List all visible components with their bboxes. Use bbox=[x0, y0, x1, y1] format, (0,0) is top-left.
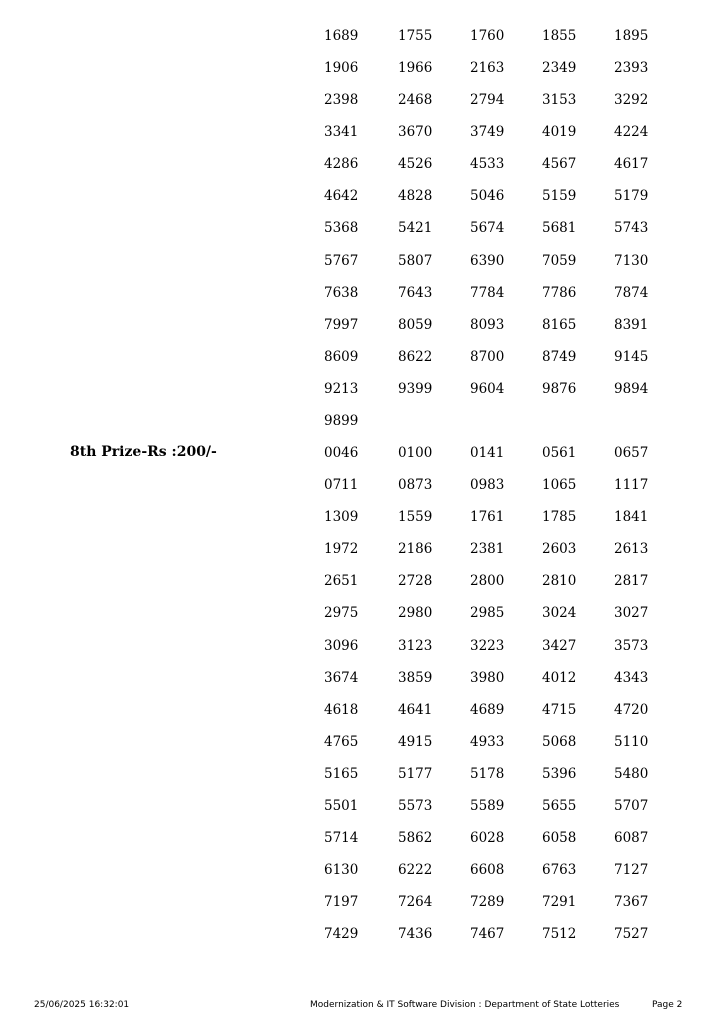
table-row bbox=[0, 439, 724, 471]
ticket-number: 0873 bbox=[398, 477, 433, 494]
ticket-number: 4720 bbox=[614, 701, 649, 718]
table-row bbox=[0, 471, 724, 503]
ticket-number: 8609 bbox=[324, 348, 359, 365]
ticket-number: 4642 bbox=[324, 188, 359, 205]
ticket-number: 6058 bbox=[542, 830, 577, 846]
ticket-number: 6390 bbox=[470, 252, 505, 269]
ticket-number: 8700 bbox=[470, 348, 505, 365]
ticket-number: 7527 bbox=[614, 926, 649, 943]
ticket-number: 0561 bbox=[542, 445, 577, 462]
ticket-number: 4019 bbox=[542, 124, 577, 141]
ticket-number: 2810 bbox=[542, 573, 577, 590]
footer-timestamp: 25/06/2025 16:32:01 bbox=[34, 1000, 130, 1010]
ticket-number: 3674 bbox=[324, 669, 359, 686]
ticket-number: 1895 bbox=[614, 28, 649, 44]
ticket-number: 7784 bbox=[470, 284, 505, 301]
ticket-number: 5178 bbox=[470, 765, 505, 782]
footer-page-number: Page 2 bbox=[652, 1000, 683, 1010]
ticket-number: 8165 bbox=[542, 316, 577, 333]
ticket-number: 6028 bbox=[470, 830, 505, 846]
ticket-number: 1065 bbox=[542, 477, 577, 494]
ticket-number: 1117 bbox=[614, 477, 649, 494]
ticket-number: 3096 bbox=[324, 637, 359, 654]
ticket-number: 1972 bbox=[324, 541, 359, 558]
ticket-number: 9899 bbox=[324, 412, 359, 429]
ticket-number: 4343 bbox=[614, 669, 649, 686]
ticket-number: 7127 bbox=[614, 862, 649, 879]
ticket-number: 9213 bbox=[324, 380, 359, 397]
ticket-number: 2381 bbox=[470, 541, 505, 558]
ticket-number: 9876 bbox=[542, 380, 577, 397]
ticket-number: 7467 bbox=[470, 926, 505, 943]
ticket-number: 2163 bbox=[470, 60, 505, 77]
table-row bbox=[0, 856, 724, 888]
ticket-number: 6763 bbox=[542, 862, 577, 879]
ticket-number: 2794 bbox=[470, 92, 505, 109]
table-row bbox=[0, 599, 724, 631]
ticket-number: 7436 bbox=[398, 926, 433, 943]
ticket-number: 5480 bbox=[614, 765, 649, 782]
table-row bbox=[0, 535, 724, 567]
ticket-number: 0983 bbox=[470, 477, 505, 494]
ticket-number: 6222 bbox=[398, 862, 433, 879]
ticket-number: 2980 bbox=[398, 605, 433, 622]
ticket-number: 3427 bbox=[542, 637, 577, 654]
ticket-number: 8059 bbox=[398, 316, 433, 333]
ticket-number: 3859 bbox=[398, 669, 433, 686]
ticket-number: 3024 bbox=[542, 605, 577, 622]
ticket-number: 1689 bbox=[324, 28, 359, 44]
table-row bbox=[0, 118, 724, 150]
ticket-number: 7197 bbox=[324, 894, 359, 911]
ticket-number: 5807 bbox=[398, 252, 433, 269]
ticket-number: 2985 bbox=[470, 605, 505, 622]
table-row bbox=[0, 214, 724, 246]
ticket-number: 7874 bbox=[614, 284, 649, 301]
ticket-number: 9399 bbox=[398, 380, 433, 397]
ticket-number: 3573 bbox=[614, 637, 649, 654]
ticket-number: 4224 bbox=[614, 124, 649, 141]
ticket-number: 5681 bbox=[542, 220, 577, 237]
ticket-number: 2975 bbox=[324, 605, 359, 622]
ticket-number: 3223 bbox=[470, 637, 505, 654]
ticket-number: 2651 bbox=[324, 573, 359, 590]
ticket-number: 4567 bbox=[542, 156, 577, 173]
ticket-number: 5501 bbox=[324, 797, 359, 814]
ticket-number: 5589 bbox=[470, 797, 505, 814]
ticket-number: 9894 bbox=[614, 380, 649, 397]
ticket-number: 2393 bbox=[614, 60, 649, 77]
ticket-number: 3980 bbox=[470, 669, 505, 686]
ticket-number: 5714 bbox=[324, 830, 359, 846]
table-row bbox=[0, 728, 724, 760]
ticket-number: 1855 bbox=[542, 28, 577, 44]
ticket-number: 1760 bbox=[470, 28, 505, 44]
ticket-number: 8749 bbox=[542, 348, 577, 365]
ticket-number: 5368 bbox=[324, 220, 359, 237]
table-row bbox=[0, 54, 724, 86]
ticket-number: 1906 bbox=[324, 60, 359, 77]
table-row bbox=[0, 86, 724, 118]
ticket-number: 7059 bbox=[542, 252, 577, 269]
ticket-number: 5177 bbox=[398, 765, 433, 782]
ticket-number: 1966 bbox=[398, 60, 433, 77]
table-row bbox=[0, 567, 724, 599]
ticket-number: 1309 bbox=[324, 509, 359, 526]
ticket-number: 2613 bbox=[614, 541, 649, 558]
table-row bbox=[0, 888, 724, 920]
ticket-number: 5046 bbox=[470, 188, 505, 205]
table-row bbox=[0, 407, 724, 439]
ticket-number: 8391 bbox=[614, 316, 649, 333]
ticket-number: 5573 bbox=[398, 797, 433, 814]
table-row bbox=[0, 343, 724, 375]
ticket-number: 5767 bbox=[324, 252, 359, 269]
ticket-number: 4617 bbox=[614, 156, 649, 173]
table-row bbox=[0, 279, 724, 311]
ticket-number: 4618 bbox=[324, 701, 359, 718]
ticket-number: 3153 bbox=[542, 92, 577, 109]
ticket-number: 4012 bbox=[542, 669, 577, 686]
table-row bbox=[0, 760, 724, 792]
table-row bbox=[0, 22, 724, 54]
ticket-number: 4915 bbox=[398, 733, 433, 750]
ticket-number: 0100 bbox=[398, 445, 433, 462]
ticket-number: 7130 bbox=[614, 252, 649, 269]
ticket-number: 5068 bbox=[542, 733, 577, 750]
ticket-number: 1761 bbox=[470, 509, 505, 526]
ticket-number: 5743 bbox=[614, 220, 649, 237]
ticket-number: 2800 bbox=[470, 573, 505, 590]
ticket-number: 4689 bbox=[470, 701, 505, 718]
ticket-number: 5179 bbox=[614, 188, 649, 205]
ticket-number: 1755 bbox=[398, 28, 433, 44]
ticket-number: 3341 bbox=[324, 124, 359, 141]
ticket-number: 2186 bbox=[398, 541, 433, 558]
ticket-number: 6130 bbox=[324, 862, 359, 879]
ticket-number: 7291 bbox=[542, 894, 577, 911]
page-footer bbox=[0, 1000, 724, 1014]
ticket-number: 8622 bbox=[398, 348, 433, 365]
ticket-number: 0141 bbox=[470, 445, 505, 462]
ticket-number: 1841 bbox=[614, 509, 649, 526]
ticket-number: 2349 bbox=[542, 60, 577, 77]
table-row bbox=[0, 920, 724, 952]
table-row bbox=[0, 792, 724, 824]
table-row bbox=[0, 503, 724, 535]
table-row bbox=[0, 311, 724, 343]
ticket-number: 6608 bbox=[470, 862, 505, 879]
table-row bbox=[0, 664, 724, 696]
prize-label: 8th Prize-Rs :200/- bbox=[70, 444, 217, 461]
table-row bbox=[0, 150, 724, 182]
table-row bbox=[0, 247, 724, 279]
ticket-number: 0657 bbox=[614, 445, 649, 462]
ticket-number: 3670 bbox=[398, 124, 433, 141]
ticket-number: 4765 bbox=[324, 733, 359, 750]
ticket-number: 0711 bbox=[324, 477, 359, 494]
ticket-number: 2468 bbox=[398, 92, 433, 109]
ticket-number: 1785 bbox=[542, 509, 577, 526]
ticket-number: 7997 bbox=[324, 316, 359, 333]
ticket-number: 2817 bbox=[614, 573, 649, 590]
table-row bbox=[0, 696, 724, 728]
ticket-number: 5396 bbox=[542, 765, 577, 782]
ticket-number: 5110 bbox=[614, 733, 649, 750]
ticket-number: 4828 bbox=[398, 188, 433, 205]
ticket-number: 4933 bbox=[470, 733, 505, 750]
table-row bbox=[0, 824, 724, 856]
ticket-number: 7638 bbox=[324, 284, 359, 301]
ticket-number: 5655 bbox=[542, 797, 577, 814]
table-row bbox=[0, 375, 724, 407]
ticket-number: 2728 bbox=[398, 573, 433, 590]
ticket-number: 4526 bbox=[398, 156, 433, 173]
ticket-number: 5707 bbox=[614, 797, 649, 814]
ticket-number: 0046 bbox=[324, 445, 359, 462]
ticket-number: 4641 bbox=[398, 701, 433, 718]
ticket-number: 5862 bbox=[398, 830, 433, 846]
ticket-number: 5421 bbox=[398, 220, 433, 237]
footer-department: Modernization & IT Software Division : Department of State Lotteries bbox=[310, 1000, 620, 1010]
ticket-number: 7429 bbox=[324, 926, 359, 943]
ticket-number: 5165 bbox=[324, 765, 359, 782]
ticket-number: 9604 bbox=[470, 380, 505, 397]
ticket-number: 5674 bbox=[470, 220, 505, 237]
ticket-number: 8093 bbox=[470, 316, 505, 333]
ticket-number: 7643 bbox=[398, 284, 433, 301]
ticket-number: 6087 bbox=[614, 830, 649, 846]
ticket-number: 4533 bbox=[470, 156, 505, 173]
ticket-number: 5159 bbox=[542, 188, 577, 205]
ticket-number: 7367 bbox=[614, 894, 649, 911]
ticket-number: 1559 bbox=[398, 509, 433, 526]
ticket-number: 3749 bbox=[470, 124, 505, 141]
ticket-number: 3292 bbox=[614, 92, 649, 109]
ticket-number: 4715 bbox=[542, 701, 577, 718]
ticket-number: 7786 bbox=[542, 284, 577, 301]
ticket-number: 7512 bbox=[542, 926, 577, 943]
ticket-number: 4286 bbox=[324, 156, 359, 173]
table-row bbox=[0, 182, 724, 214]
ticket-number: 3027 bbox=[614, 605, 649, 622]
table-row bbox=[0, 632, 724, 664]
ticket-number: 3123 bbox=[398, 637, 433, 654]
ticket-number: 7289 bbox=[470, 894, 505, 911]
ticket-number: 9145 bbox=[614, 348, 649, 365]
ticket-number: 7264 bbox=[398, 894, 433, 911]
ticket-number: 2398 bbox=[324, 92, 359, 109]
ticket-number: 2603 bbox=[542, 541, 577, 558]
